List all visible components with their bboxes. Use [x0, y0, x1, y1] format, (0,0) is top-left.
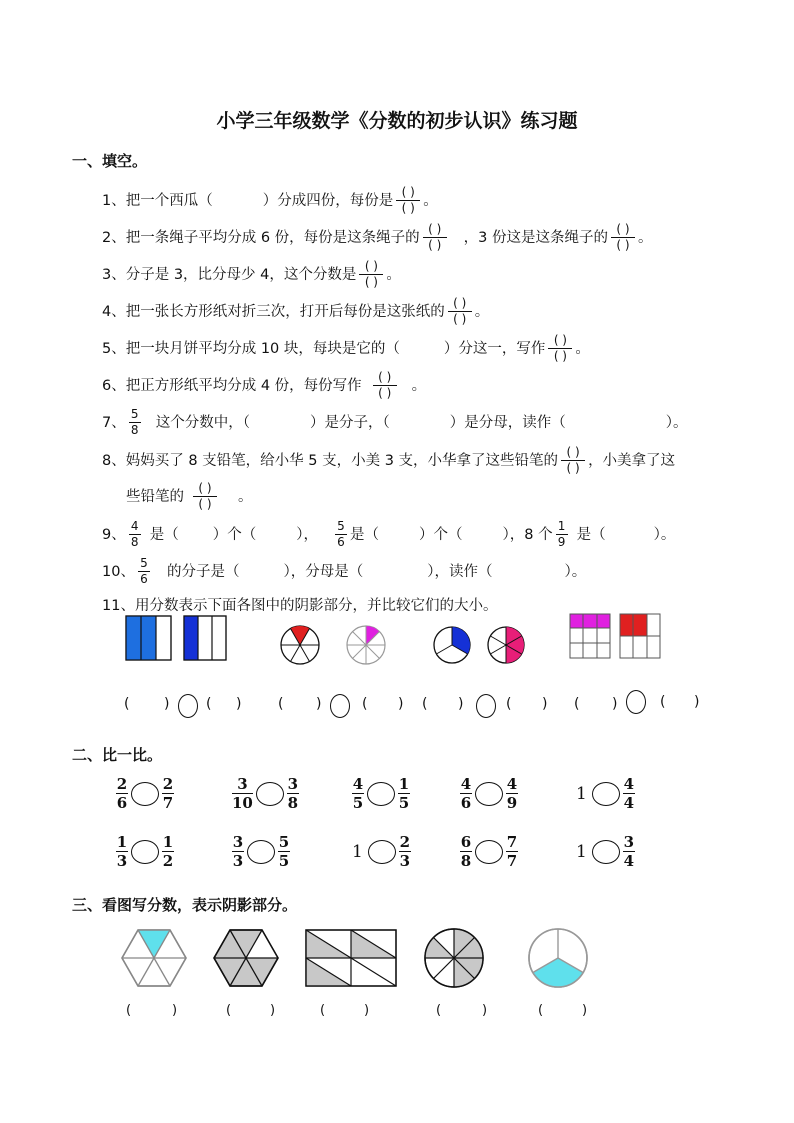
fraction: 1 3 — [116, 833, 128, 870]
compare-circle[interactable] — [592, 840, 620, 864]
circle-figure-pink — [488, 627, 524, 663]
answer-fraction[interactable]: $\frac{( )}{( )}$ — [561, 446, 585, 475]
answer-fraction[interactable]: $\frac{( )}{( )}$ — [611, 223, 635, 252]
bar-figure-b — [184, 616, 226, 660]
question-9: 9、 $\frac{4}{8}$ 是（ ）个（ ）， $\frac{5}{6}$ 是（ ）个（ ），8 个 $\frac{1}{9}$ 是（ ）。 — [102, 519, 676, 549]
compare-oval[interactable] — [626, 690, 646, 714]
compare-circle[interactable] — [131, 840, 159, 864]
fraction-5-8: $\frac{5}{8}$ — [129, 408, 141, 437]
compare-item — [460, 776, 518, 811]
hexagon-figure-a — [122, 930, 186, 986]
circle-figure-thirds — [529, 929, 587, 987]
question-3: 3、分子是 3，比分母少 4，这个分数是 $\frac{( )}{( )}$ 。 — [102, 259, 401, 289]
compare-row-1 — [116, 776, 676, 816]
compare-row-2 — [116, 834, 676, 874]
compare-item — [116, 834, 174, 869]
compare-item: 1 3 4 — [576, 833, 635, 870]
fraction: 7 7 — [506, 833, 518, 870]
fraction: 2 3 — [399, 833, 411, 870]
question-5: 5、把一块月饼平均分成 10 块，每块是它的（ ）分这一，写作 $\frac{( )}{( )}$ 。 — [102, 333, 590, 363]
compare-circle[interactable] — [592, 782, 620, 806]
question-11: 11、用分数表示下面各图中的阴影部分，并比较它们的大小。 — [102, 598, 498, 614]
question-4: 4、把一张长方形纸对折三次，打开后每份是这张纸的 $\frac{( )}{( )}$ 。 — [102, 296, 490, 326]
compare-item — [232, 776, 299, 811]
compare-circle[interactable] — [247, 840, 275, 864]
question-10: 10、 $\frac{5}{6}$ 的分子是（ ），分母是（ ），读作（ ）。 — [102, 556, 587, 586]
compare-circle[interactable] — [367, 782, 395, 806]
fraction: 4 6 — [460, 775, 472, 812]
question-1: 1、把一个西瓜（ ）分成四份，每份是 $\frac{( )}{( )}$ 。 — [102, 185, 438, 215]
fraction: 3 8 — [287, 775, 299, 812]
fraction: 4 4 — [623, 775, 635, 812]
question-7: 7、 $\frac{5}{8}$ 这个分数中，（ ）是分子，（ ）是分母，读作（ ）。 — [102, 407, 688, 437]
answer-fraction[interactable]: $\frac{( )}{( )}$ — [448, 297, 472, 326]
grid-figure-magenta — [570, 614, 610, 658]
fraction: 6 8 — [460, 833, 472, 870]
compare-oval[interactable] — [178, 694, 198, 718]
circle-figure-red — [281, 626, 319, 664]
fraction: 3 10 — [232, 775, 253, 812]
question-8: 8、妈妈买了 8 支铅笔，给小华 5 支，小美 3 支，小华拿了这些铅笔的 $\frac{( )}{( )}$ ，小美拿了这 — [102, 445, 676, 475]
compare-circle[interactable] — [475, 782, 503, 806]
fraction: 3 3 — [232, 833, 244, 870]
compare-circle[interactable] — [475, 840, 503, 864]
compare-item — [460, 834, 518, 869]
section-3-figures — [118, 924, 598, 994]
compare-item — [352, 776, 410, 811]
answer-fraction[interactable]: $\frac{( )}{( )}$ — [373, 371, 397, 400]
section-1-heading: 一、填空。 — [72, 152, 148, 170]
answer-fraction[interactable]: $\frac{( )}{( )}$ — [193, 482, 217, 511]
bar-figure-a — [126, 616, 171, 660]
compare-item: 1 4 4 — [576, 775, 635, 812]
fraction: 1 5 — [398, 775, 410, 812]
compare-item: 1 2 3 — [352, 833, 411, 870]
grid-figure-red — [620, 614, 660, 658]
compare-circle[interactable] — [368, 840, 396, 864]
answer-fraction[interactable]: $\frac{( )}{( )}$ — [396, 186, 420, 215]
question-6: 6、把正方形纸平均分成 4 份，每份写作 $\frac{( )}{( )}$ 。 — [102, 370, 427, 400]
fraction: 1 2 — [162, 833, 174, 870]
rectangle-figure — [306, 930, 396, 986]
answer-fraction[interactable]: $\frac{( )}{( )}$ — [423, 223, 447, 252]
answer-fraction[interactable]: $\frac{( )}{( )}$ — [548, 334, 572, 363]
compare-circle[interactable] — [256, 782, 284, 806]
hexagon-figure-b — [214, 930, 278, 986]
circle-figure-blue — [434, 627, 470, 663]
fraction: 5 5 — [278, 833, 290, 870]
compare-oval[interactable] — [330, 694, 350, 718]
answer-fraction[interactable]: $\frac{( )}{( )}$ — [359, 260, 383, 289]
section-3-heading: 三、看图写分数，表示阴影部分。 — [72, 896, 298, 914]
section-2-heading: 二、比一比。 — [72, 746, 163, 764]
compare-item — [232, 834, 290, 869]
question-8-cont: 些铅笔的 $\frac{( )}{( )}$ 。 — [126, 481, 253, 511]
page-title: 小学三年级数学《分数的初步认识》练习题 — [216, 110, 578, 132]
fraction: 2 7 — [162, 775, 174, 812]
question-2: 2、把一条绳子平均分成 6 份，每份是这条绳子的 $\frac{( )}{( )}$ ，3 份这是这条绳子的 $\frac{( )}{( )}$ 。 — [102, 222, 653, 252]
q11-figures — [120, 612, 740, 674]
fraction: 4 5 — [352, 775, 364, 812]
circle-figure-magenta — [347, 626, 385, 664]
compare-item — [116, 776, 174, 811]
compare-oval[interactable] — [476, 694, 496, 718]
fraction: 3 4 — [623, 833, 635, 870]
circle-figure-eighths — [425, 929, 483, 987]
section-3-answers: ( ) ( ) ( ) ( ) ( ) — [126, 1003, 588, 1018]
q11-answers: ( ) ( ) ( ) ( ) ( ) ( ) ( ) ( ) — [124, 694, 724, 720]
compare-circle[interactable] — [131, 782, 159, 806]
fraction: 4 9 — [506, 775, 518, 812]
fraction: 2 6 — [116, 775, 128, 812]
